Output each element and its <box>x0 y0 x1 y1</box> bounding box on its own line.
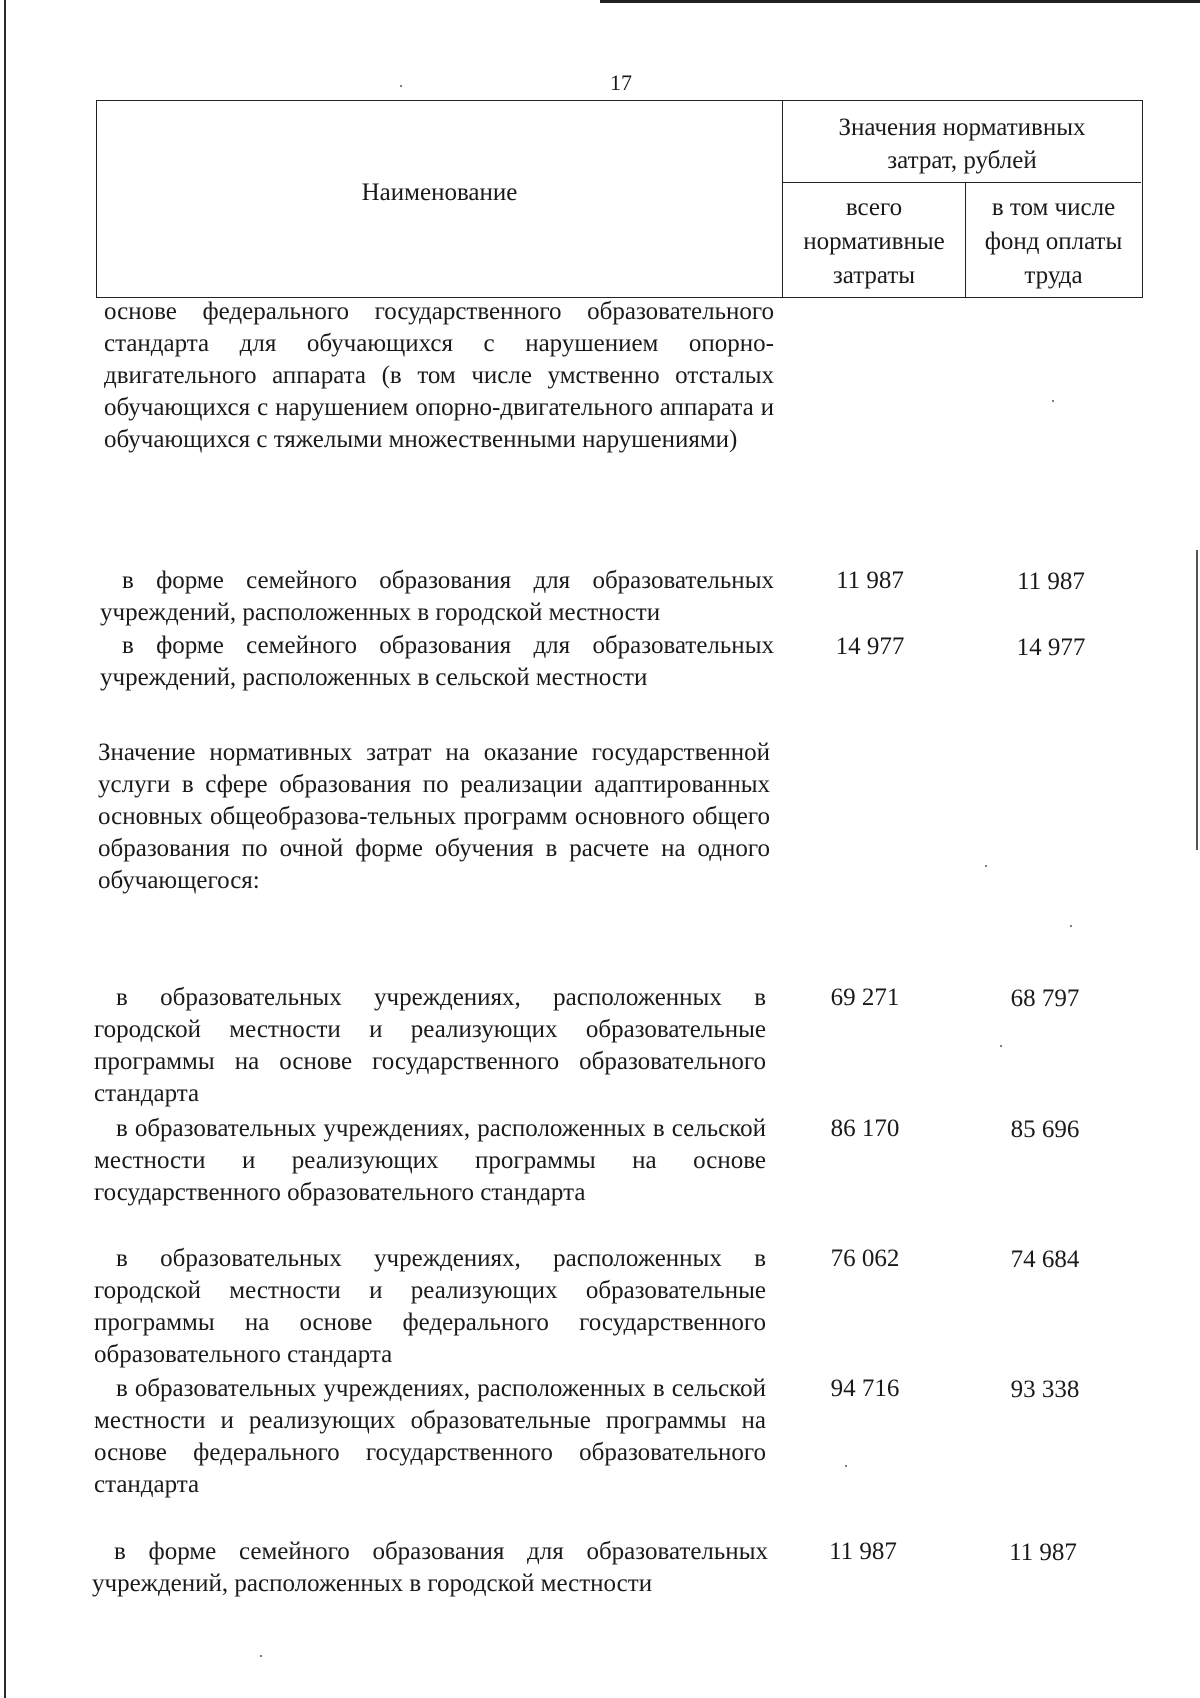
scan-edge-right <box>1196 550 1198 850</box>
row-b5-payroll: 11 987 <box>1009 1539 1077 1566</box>
page-number: 17 <box>610 70 632 95</box>
scan-speck <box>845 1465 847 1467</box>
row-b1-payroll: 68 797 <box>1010 985 1080 1012</box>
row-a2-payroll: 14 977 <box>1016 634 1086 661</box>
row-a2-label: в форме семейного образования для образовательных учреждений, расположенных в сельской местности <box>100 632 774 691</box>
row-b1-total: 69 271 <box>830 984 900 1011</box>
row-b3-total: 76 062 <box>830 1245 900 1272</box>
continuation-text: основе федерального государственного образовательного стандарта для обучающихся с нарушением опорно-двигательного аппарата (в том числе умственно отсталых обучающихся с нарушением опорно-двигательного аппарата и обучающихся с тяжелыми множественными нарушениями) <box>104 298 774 453</box>
header-name-label: Наименование <box>361 179 518 206</box>
row-b5-label: в форме семейного образования для образовательных учреждений, расположенных в городской местности <box>92 1538 768 1597</box>
row-b1-label: в образовательных учреждениях, расположенных в городской местности и реализующих образовательные программы на основе государственного образовательного стандарта <box>94 984 766 1107</box>
header-payroll-line1: в том числе <box>991 194 1116 221</box>
header-total-line2: нормативные <box>803 228 945 255</box>
row-b4-total: 94 716 <box>830 1375 900 1402</box>
row-b2-payroll: 85 696 <box>1010 1116 1080 1143</box>
table-header <box>96 100 1143 298</box>
row-a1-label: в форме семейного образования для образовательных учреждений, расположенных в городской местности <box>100 567 774 626</box>
header-payroll-cell <box>966 183 1141 305</box>
header-total-cell <box>783 183 966 297</box>
header-name-cell <box>97 101 783 297</box>
scan-speck <box>1052 400 1054 402</box>
header-total-line3: затраты <box>832 262 916 289</box>
row-b4-payroll: 93 338 <box>1010 1376 1080 1403</box>
scan-speck <box>1000 1045 1002 1047</box>
scan-speck <box>985 865 987 867</box>
header-total-line1: всего <box>845 194 903 221</box>
scan-speck <box>400 85 402 87</box>
row-b3-payroll: 74 684 <box>1010 1246 1080 1273</box>
header-values-line1: Значения нормативных <box>838 114 1086 141</box>
header-payroll-line2: фонд оплаты <box>984 228 1123 255</box>
row-b5-total: 11 987 <box>829 1538 897 1565</box>
header-values-cell <box>783 101 1141 183</box>
row-b4-label: в образовательных учреждениях, расположенных в сельской местности и реализующих образовательные программы на основе федерального государственного образовательного стандарта <box>94 1375 766 1498</box>
section-heading: Значение нормативных затрат на оказание государственной услуги в сфере образования по реализации адаптированных основных общеобразова-тельных программ основного общего образования по очной форме обучения в расчете на одного обучающегося: <box>98 739 770 894</box>
row-a1-total: 11 987 <box>836 567 904 594</box>
row-b3-label: в образовательных учреждениях, расположенных в городской местности и реализующих образовательные программы на основе федерального государственного образовательного стандарта <box>94 1245 766 1368</box>
row-a1-payroll: 11 987 <box>1017 568 1085 595</box>
row-b2-label: в образовательных учреждениях, расположенных в сельской местности и реализующих программы на основе государственного образовательного стандарта <box>94 1115 766 1206</box>
header-values-line2: затрат, рублей <box>887 147 1037 174</box>
header-payroll-line3: труда <box>1024 262 1083 289</box>
scan-edge-top <box>600 0 1200 3</box>
scan-speck <box>1070 925 1072 927</box>
scan-edge-left <box>4 0 6 1698</box>
row-a2-total: 14 977 <box>835 633 905 660</box>
row-b2-total: 86 170 <box>830 1115 900 1142</box>
scan-speck <box>260 1655 262 1657</box>
